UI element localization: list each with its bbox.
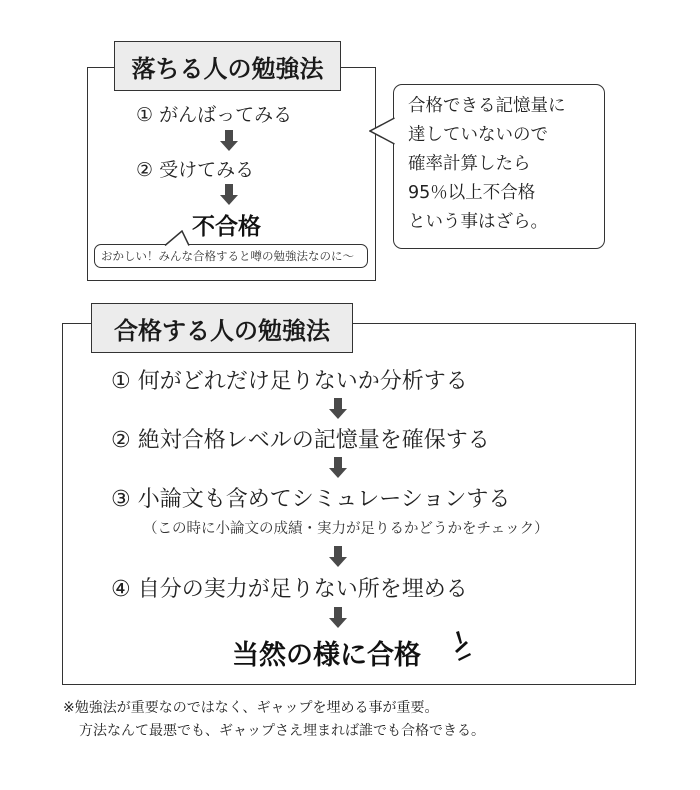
side-bubble-line: 達していないので bbox=[408, 125, 548, 145]
bottom-result: 当然の様に合格 bbox=[232, 640, 421, 671]
bottom-step-4: ④ 自分の実力が足りない所を埋める bbox=[111, 577, 468, 602]
side-bubble-line: 合格できる記憶量に bbox=[408, 96, 566, 116]
down-arrow-icon bbox=[329, 546, 347, 567]
bottom-step-1: ① 何がどれだけ足りないか分析する bbox=[111, 369, 468, 394]
speech-bubble-tail bbox=[164, 230, 190, 246]
down-arrow-icon bbox=[329, 398, 347, 419]
top-section-title: 落ちる人の勉強法 bbox=[114, 41, 341, 91]
top-step-1: ① がんばってみる bbox=[136, 104, 293, 126]
bottom-step-2: ② 絶対合格レベルの記憶量を確保する bbox=[111, 428, 490, 453]
bottom-section-title: 合格する人の勉強法 bbox=[91, 303, 353, 353]
top-step-2: ② 受けてみる bbox=[136, 159, 255, 181]
side-bubble-line: 95％以上不合格 bbox=[408, 183, 536, 203]
footnote-line-1: ※勉強法が重要なのではなく、ギャップを埋める事が重要。 bbox=[63, 700, 439, 716]
bottom-step-3: ③ 小論文も含めてシミュレーションする bbox=[111, 487, 511, 512]
side-bubble-line: 確率計算したら bbox=[408, 154, 531, 174]
side-bubble-line: という事はざら。 bbox=[408, 212, 548, 232]
down-arrow-icon bbox=[220, 184, 238, 205]
speech-bubble-text: おかしい！みんな合格すると噂の勉強法なのに〜 bbox=[101, 249, 354, 263]
footnote-line-2: 方法なんて最悪でも、ギャップさえ埋まれば誰でも合格できる。 bbox=[79, 723, 485, 739]
side-bubble-tail bbox=[369, 117, 395, 145]
down-arrow-icon bbox=[220, 130, 238, 151]
emphasis-marks-icon bbox=[446, 628, 476, 664]
bottom-step-3-sub-note: （この時に小論文の成績・実力が足りるかどうかをチェック） bbox=[143, 521, 549, 537]
down-arrow-icon bbox=[329, 457, 347, 478]
down-arrow-icon bbox=[329, 607, 347, 628]
top-result: 不合格 bbox=[192, 214, 261, 240]
